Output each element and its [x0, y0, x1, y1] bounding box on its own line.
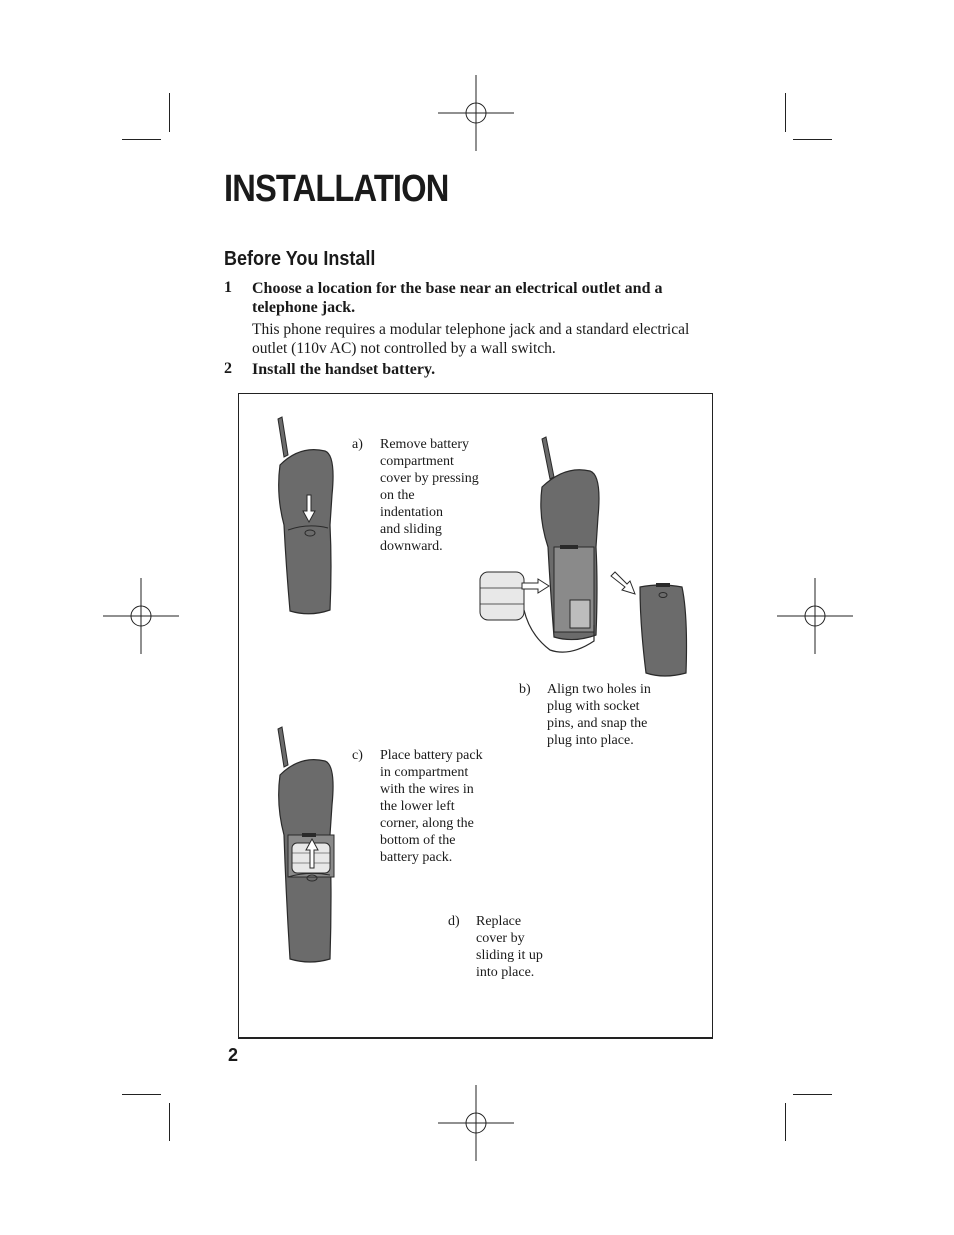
page-number: 2 — [228, 1045, 239, 1065]
page-title: INSTALLATION — [224, 168, 449, 210]
caption-line: plug into place. — [547, 733, 634, 748]
crop-mark-bottom-right-horizontal — [793, 1094, 832, 1095]
registration-mark-icon — [103, 578, 179, 654]
caption-line: the lower left — [380, 799, 455, 814]
registration-mark-icon — [438, 75, 514, 151]
step-1-heading-line: Choose a location for the base near an electrical outlet and a — [252, 280, 663, 297]
step-1-description-line: outlet (110v AC) not controlled by a wall switch. — [252, 340, 556, 357]
caption-line: bottom of the — [380, 833, 456, 848]
registration-mark-icon — [438, 1085, 514, 1161]
caption-line: pins, and snap the — [547, 716, 648, 731]
caption-line: on the — [380, 488, 415, 503]
caption-line: corner, along the — [380, 816, 474, 831]
diagonal-arrow-icon — [609, 572, 637, 596]
caption-line: battery pack. — [380, 850, 453, 865]
caption-line: indentation — [380, 505, 443, 520]
caption-line: cover by pressing — [380, 471, 479, 486]
caption-line: downward. — [380, 539, 443, 554]
step-1-heading-line: telephone jack. — [252, 299, 356, 316]
caption-line: compartment — [380, 454, 454, 469]
caption-b — [519, 681, 689, 751]
crop-mark-top-right-vertical — [785, 93, 786, 132]
step-1-description-line: This phone requires a modular telephone jack and a standard electrical — [252, 321, 690, 338]
caption-label: d) — [448, 914, 460, 929]
crop-mark-top-right-horizontal — [793, 139, 832, 140]
registration-mark-icon — [777, 578, 853, 654]
caption-text — [476, 913, 543, 981]
caption-d — [448, 913, 568, 983]
caption-text — [380, 747, 483, 866]
crop-mark-top-left-vertical — [169, 93, 170, 132]
step-1-description — [252, 320, 742, 358]
step-1-heading — [252, 279, 732, 317]
crop-mark-top-left-horizontal — [122, 139, 161, 140]
caption-text — [547, 681, 651, 749]
caption-line: in compartment — [380, 765, 469, 780]
caption-line: cover by — [476, 931, 525, 946]
caption-label: b) — [519, 682, 531, 697]
caption-line: Replace — [476, 914, 522, 929]
step-2-heading: Install the handset battery. — [252, 361, 436, 378]
caption-a — [352, 436, 502, 566]
caption-label: c) — [352, 748, 363, 763]
caption-line: Remove battery — [380, 437, 470, 452]
section-heading: Before You Install — [224, 248, 376, 270]
crop-mark-bottom-left-vertical — [169, 1103, 170, 1141]
down-arrow-icon — [302, 495, 316, 523]
caption-line: into place. — [476, 965, 535, 980]
crop-mark-bottom-right-vertical — [785, 1103, 786, 1141]
up-arrow-icon — [305, 839, 319, 869]
caption-label: a) — [352, 437, 363, 452]
caption-line: sliding it up — [476, 948, 543, 963]
step-1-number: 1 — [224, 279, 232, 296]
caption-line: Align two holes in — [547, 682, 651, 697]
caption-line: Place battery pack — [380, 748, 483, 763]
step-2-number: 2 — [224, 360, 232, 377]
caption-line: with the wires in — [380, 782, 474, 797]
caption-c — [352, 747, 512, 872]
handset-illustration-b — [470, 435, 700, 680]
caption-line: and sliding — [380, 522, 442, 537]
caption-text — [380, 436, 479, 555]
crop-mark-bottom-left-horizontal — [122, 1094, 161, 1095]
caption-line: plug with socket — [547, 699, 640, 714]
right-arrow-icon — [522, 578, 550, 594]
